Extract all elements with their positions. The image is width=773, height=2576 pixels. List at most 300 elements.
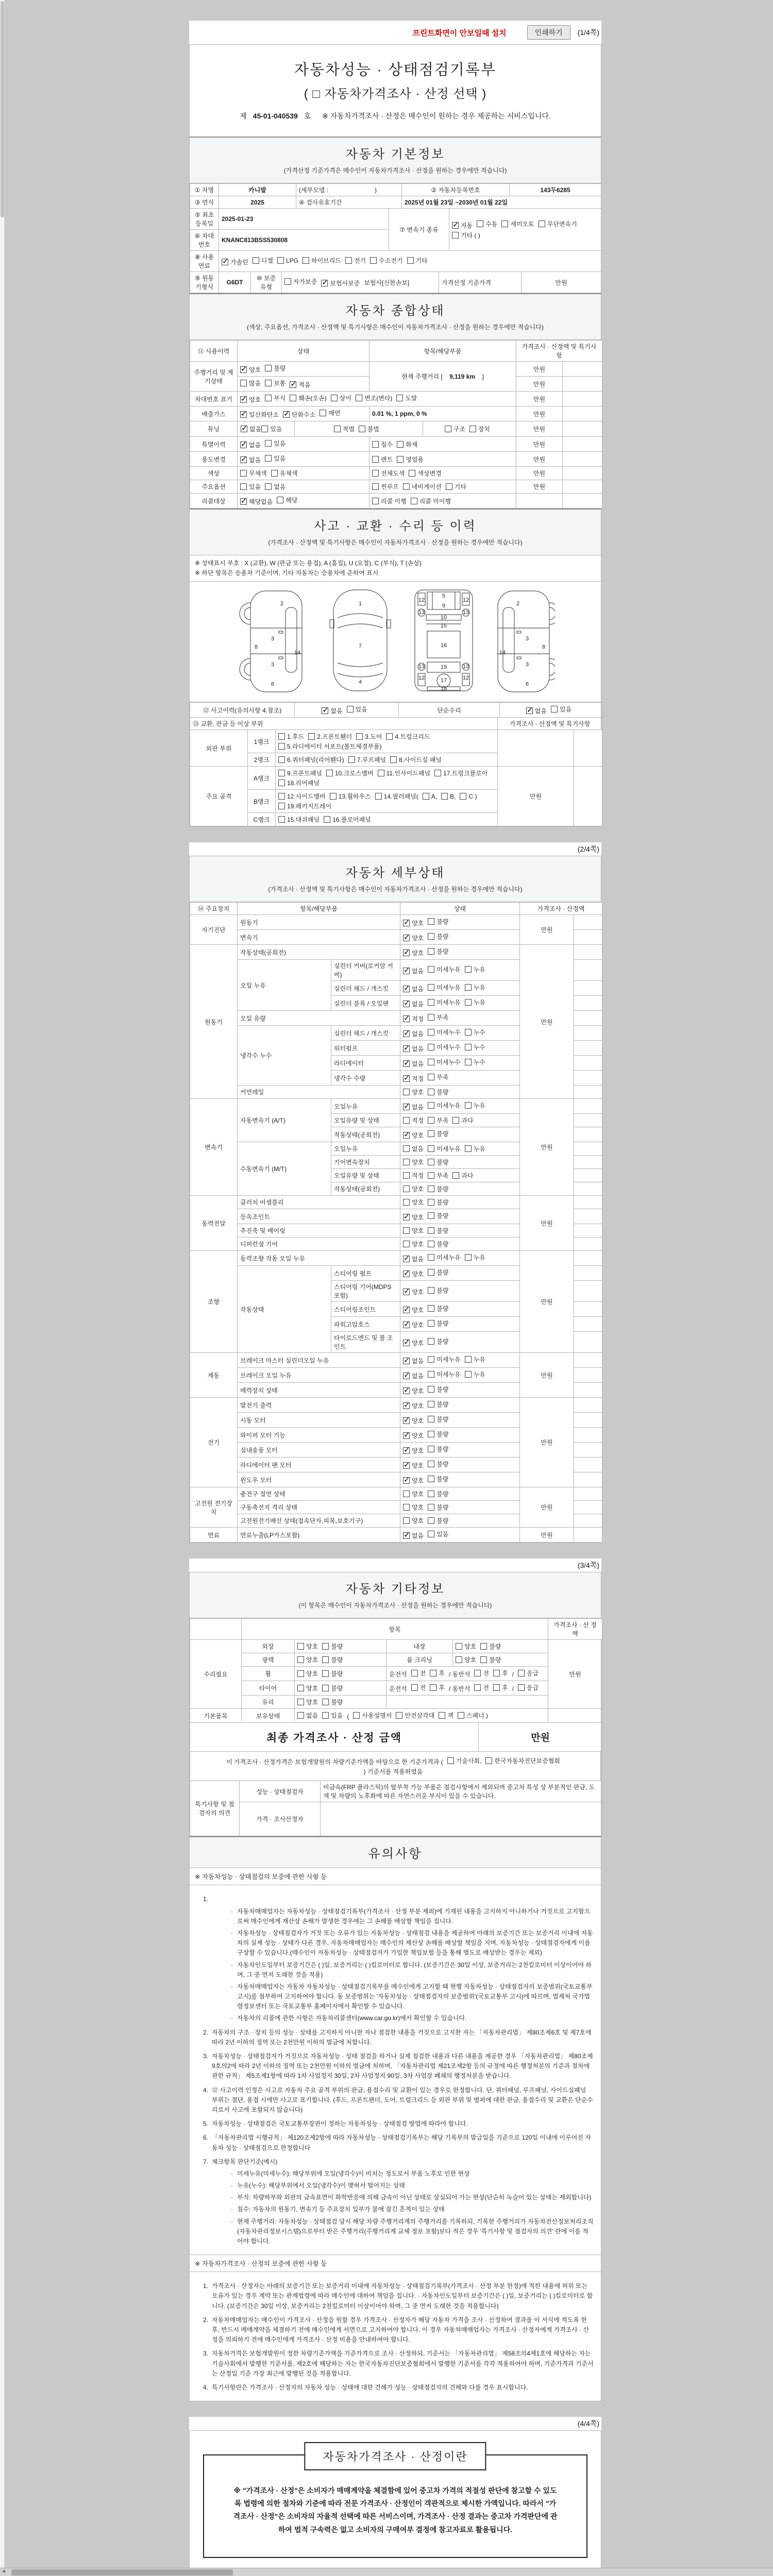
checkbox-icon[interactable]: [278, 803, 285, 809]
checkbox-icon[interactable]: [441, 793, 448, 800]
checkbox-icon[interactable]: [322, 1656, 329, 1663]
checkbox-icon[interactable]: [477, 221, 483, 227]
checkbox-icon[interactable]: [403, 1117, 410, 1124]
checkbox-option[interactable]: [297, 1711, 318, 1720]
checkbox-option[interactable]: [353, 1711, 392, 1720]
checkbox-option[interactable]: [403, 1269, 424, 1278]
checkbox-option[interactable]: [265, 439, 285, 448]
checkbox-option[interactable]: [428, 947, 448, 956]
checkbox-option[interactable]: [372, 440, 393, 449]
checkbox-option[interactable]: [240, 395, 261, 404]
checkbox-icon[interactable]: ✓: [241, 455, 247, 464]
checkbox-icon[interactable]: [396, 395, 403, 401]
checkbox-option[interactable]: [331, 394, 351, 402]
checkbox-icon[interactable]: [465, 1371, 472, 1378]
checkbox-option[interactable]: [347, 705, 367, 714]
checkbox-icon[interactable]: [409, 470, 415, 477]
checkbox-option[interactable]: [428, 998, 460, 1007]
checkbox-option[interactable]: [322, 1711, 343, 1720]
checkbox-option[interactable]: [460, 793, 477, 800]
checkbox-option[interactable]: [458, 1711, 488, 1720]
checkbox-option[interactable]: [403, 934, 424, 942]
checkbox-icon[interactable]: [428, 1338, 434, 1345]
print-button[interactable]: 인쇄하기: [527, 25, 570, 40]
checkbox-option[interactable]: [297, 1698, 318, 1706]
checkbox-option[interactable]: [386, 732, 430, 741]
checkbox-icon[interactable]: [423, 793, 429, 800]
checkbox-option[interactable]: [359, 425, 379, 433]
checkbox-option[interactable]: [465, 1253, 485, 1262]
checkbox-option[interactable]: [428, 1489, 448, 1498]
checkbox-icon[interactable]: [518, 1670, 525, 1676]
checkbox-option[interactable]: [434, 769, 488, 777]
checkbox-icon[interactable]: [428, 918, 434, 925]
checkbox-icon[interactable]: ✓: [404, 1305, 410, 1314]
checkbox-option[interactable]: [428, 965, 460, 974]
checkbox-option[interactable]: [428, 1319, 448, 1328]
checkbox-option[interactable]: [428, 1184, 448, 1193]
checkbox-icon[interactable]: ✓: [526, 706, 533, 715]
checkbox-icon[interactable]: [372, 456, 379, 463]
checkbox-option[interactable]: [428, 1430, 448, 1438]
checkbox-option[interactable]: [447, 1756, 482, 1765]
checkbox-option[interactable]: [428, 1116, 448, 1125]
checkbox-icon[interactable]: [465, 1029, 472, 1036]
checkbox-icon[interactable]: [278, 756, 285, 763]
checkbox-option[interactable]: [428, 1211, 448, 1220]
checkbox-icon[interactable]: [403, 1159, 410, 1165]
checkbox-option[interactable]: [241, 425, 261, 433]
checkbox-option[interactable]: [428, 1043, 460, 1052]
checkbox-option[interactable]: [446, 482, 466, 491]
checkbox-icon[interactable]: [386, 733, 393, 740]
checkbox-icon[interactable]: [428, 1476, 434, 1482]
checkbox-icon[interactable]: [469, 426, 476, 432]
checkbox-icon[interactable]: [428, 1089, 434, 1095]
checkbox-option[interactable]: [474, 1683, 489, 1692]
checkbox-option[interactable]: [411, 497, 451, 505]
checkbox-option[interactable]: [403, 1116, 424, 1125]
checkbox-option[interactable]: [409, 469, 441, 478]
checkbox-option[interactable]: [372, 482, 399, 491]
checkbox-option[interactable]: [518, 1683, 539, 1692]
checkbox-icon[interactable]: ✓: [404, 1446, 410, 1455]
checkbox-option[interactable]: [428, 1088, 448, 1096]
checkbox-option[interactable]: [278, 815, 320, 824]
checkbox-icon[interactable]: [428, 1241, 434, 1247]
checkbox-icon[interactable]: [493, 1670, 500, 1676]
checkbox-option[interactable]: [452, 1116, 473, 1125]
checkbox-option[interactable]: [428, 1158, 448, 1166]
checkbox-icon[interactable]: ✓: [404, 918, 410, 927]
checkbox-icon[interactable]: ✓: [404, 1029, 410, 1038]
checkbox-icon[interactable]: [518, 1684, 525, 1691]
checkbox-option[interactable]: [284, 277, 317, 286]
checkbox-icon[interactable]: [284, 278, 291, 285]
checkbox-option[interactable]: [278, 792, 326, 801]
checkbox-icon[interactable]: [428, 1199, 434, 1206]
checkbox-option[interactable]: [277, 496, 297, 504]
checkbox-option[interactable]: [240, 469, 267, 478]
checkbox-icon[interactable]: [378, 770, 384, 776]
checkbox-option[interactable]: [324, 815, 371, 824]
checkbox-icon[interactable]: [375, 793, 382, 800]
checkbox-icon[interactable]: [458, 1712, 464, 1719]
checkbox-option[interactable]: [390, 755, 442, 764]
checkbox-icon[interactable]: [447, 1757, 454, 1764]
checkbox-icon[interactable]: ✓: [404, 1338, 410, 1347]
checkbox-icon[interactable]: [297, 1670, 304, 1677]
checkbox-icon[interactable]: [278, 770, 285, 776]
checkbox-icon[interactable]: [452, 1172, 459, 1179]
checkbox-icon[interactable]: ✓: [404, 966, 410, 975]
checkbox-icon[interactable]: [456, 1656, 462, 1663]
checkbox-option[interactable]: [428, 1516, 448, 1525]
checkbox-icon[interactable]: [480, 1656, 487, 1663]
checkbox-option[interactable]: [428, 1400, 448, 1409]
checkbox-option[interactable]: [518, 1669, 539, 1677]
checkbox-option[interactable]: [403, 1014, 424, 1023]
checkbox-option[interactable]: [265, 454, 285, 463]
checkbox-option[interactable]: [283, 410, 315, 419]
checkbox-option[interactable]: [428, 1530, 448, 1538]
checkbox-option[interactable]: [278, 755, 344, 764]
checkbox-icon[interactable]: [356, 733, 363, 740]
checkbox-option[interactable]: [428, 1240, 448, 1248]
checkbox-icon[interactable]: [330, 793, 337, 800]
checkbox-icon[interactable]: [439, 1712, 445, 1719]
checkbox-icon[interactable]: [411, 1670, 418, 1676]
checkbox-option[interactable]: [403, 1531, 424, 1540]
checkbox-icon[interactable]: [390, 756, 397, 763]
checkbox-option[interactable]: [372, 455, 393, 464]
checkbox-option[interactable]: [403, 482, 442, 491]
checkbox-icon[interactable]: [403, 1185, 410, 1192]
checkbox-icon[interactable]: ✓: [404, 933, 410, 942]
checkbox-option[interactable]: [465, 1058, 485, 1066]
checkbox-icon[interactable]: [370, 257, 377, 264]
checkbox-option[interactable]: [372, 497, 407, 505]
checkbox-icon[interactable]: ✓: [404, 1212, 410, 1222]
checkbox-option[interactable]: [403, 1059, 424, 1068]
checkbox-icon[interactable]: ✓: [241, 410, 247, 418]
checkbox-icon[interactable]: [359, 426, 365, 432]
checkbox-icon[interactable]: [347, 706, 354, 713]
checkbox-icon[interactable]: [428, 1356, 434, 1363]
checkbox-icon[interactable]: [278, 733, 285, 740]
checkbox-icon[interactable]: [485, 1757, 492, 1764]
checkbox-icon[interactable]: [265, 440, 272, 447]
checkbox-icon[interactable]: [428, 1269, 434, 1276]
checkbox-icon[interactable]: [322, 1699, 329, 1705]
checkbox-icon[interactable]: [308, 733, 315, 740]
checkbox-option[interactable]: [403, 948, 424, 957]
checkbox-option[interactable]: [411, 1683, 426, 1692]
checkbox-icon[interactable]: [372, 483, 379, 490]
checkbox-option[interactable]: [345, 256, 366, 265]
checkbox-option[interactable]: [403, 1371, 424, 1380]
checkbox-option[interactable]: [330, 792, 371, 801]
checkbox-option[interactable]: [375, 792, 418, 801]
checkbox-icon[interactable]: [428, 1401, 434, 1408]
checkbox-icon[interactable]: ✓: [404, 1531, 410, 1540]
checkbox-option[interactable]: [465, 1028, 485, 1037]
checkbox-option[interactable]: [465, 1144, 485, 1153]
checkbox-option[interactable]: [428, 1129, 448, 1138]
checkbox-option[interactable]: [403, 1226, 424, 1235]
checkbox-option[interactable]: [297, 1642, 318, 1651]
checkbox-icon[interactable]: [240, 483, 247, 490]
checkbox-option[interactable]: [428, 1073, 448, 1081]
checkbox-option[interactable]: [397, 440, 417, 449]
checkbox-icon[interactable]: [278, 743, 285, 750]
checkbox-icon[interactable]: [428, 1446, 434, 1452]
checkbox-icon[interactable]: [428, 948, 434, 955]
checkbox-option[interactable]: [278, 769, 322, 777]
checkbox-icon[interactable]: [434, 770, 441, 776]
checkbox-option[interactable]: [403, 1431, 424, 1440]
checkbox-option[interactable]: [477, 219, 497, 228]
horizontal-scrollbar-thumb[interactable]: [11, 2569, 233, 2575]
checkbox-option[interactable]: [322, 1698, 343, 1706]
checkbox-icon[interactable]: ✓: [404, 1287, 410, 1296]
checkbox-icon[interactable]: [277, 497, 283, 503]
checkbox-icon[interactable]: [428, 1212, 434, 1219]
checkbox-icon[interactable]: [403, 1145, 410, 1152]
checkbox-option[interactable]: [253, 256, 273, 265]
checkbox-icon[interactable]: ✓: [404, 1431, 410, 1440]
checkbox-icon[interactable]: [261, 426, 268, 432]
checkbox-option[interactable]: [403, 1416, 424, 1425]
checkbox-option[interactable]: [396, 1711, 434, 1720]
checkbox-option[interactable]: [403, 1240, 424, 1248]
checkbox-option[interactable]: [278, 732, 304, 741]
checkbox-icon[interactable]: [428, 1185, 434, 1192]
checkbox-option[interactable]: [465, 1355, 485, 1364]
checkbox-icon[interactable]: ✓: [404, 1401, 410, 1410]
checkbox-icon[interactable]: [428, 1490, 434, 1497]
checkbox-icon[interactable]: [428, 1461, 434, 1467]
checkbox-icon[interactable]: [452, 1117, 459, 1124]
checkbox-icon[interactable]: [397, 456, 404, 463]
checkbox-option[interactable]: [240, 482, 261, 491]
checkbox-option[interactable]: [403, 1198, 424, 1207]
checkbox-option[interactable]: [403, 1184, 424, 1193]
checkbox-icon[interactable]: [452, 232, 459, 239]
checkbox-option[interactable]: [321, 279, 360, 287]
checkbox-option[interactable]: [403, 1103, 424, 1111]
checkbox-option[interactable]: [356, 732, 382, 741]
checkbox-icon[interactable]: [428, 1014, 434, 1021]
checkbox-icon[interactable]: [345, 257, 352, 264]
checkbox-icon[interactable]: [465, 1145, 472, 1152]
checkbox-icon[interactable]: [322, 1643, 329, 1650]
checkbox-icon[interactable]: [428, 1287, 434, 1294]
checkbox-option[interactable]: [403, 1158, 424, 1166]
checkbox-icon[interactable]: [428, 933, 434, 940]
checkbox-option[interactable]: [428, 1337, 448, 1346]
checkbox-icon[interactable]: [456, 1643, 462, 1650]
checkbox-icon[interactable]: [403, 1227, 410, 1234]
checkbox-option[interactable]: [322, 1684, 343, 1692]
checkbox-icon[interactable]: [465, 966, 472, 973]
checkbox-icon[interactable]: [331, 395, 338, 401]
checkbox-option[interactable]: [428, 1198, 448, 1207]
checkbox-option[interactable]: [428, 1058, 460, 1066]
checkbox-option[interactable]: [240, 440, 261, 449]
checkbox-icon[interactable]: [322, 1670, 329, 1677]
checkbox-icon[interactable]: [428, 1102, 434, 1109]
checkbox-icon[interactable]: ✓: [404, 1461, 410, 1470]
checkbox-icon[interactable]: ✓: [404, 1476, 410, 1485]
checkbox-option[interactable]: [403, 919, 424, 927]
checkbox-option[interactable]: [356, 394, 392, 402]
checkbox-option[interactable]: [428, 1253, 460, 1262]
checkbox-option[interactable]: [403, 1306, 424, 1314]
checkbox-icon[interactable]: [428, 1431, 434, 1437]
checkbox-icon[interactable]: [403, 1089, 410, 1095]
scroll-left-arrow-icon[interactable]: ◄: [1, 2569, 6, 2574]
checkbox-icon[interactable]: [403, 1504, 410, 1511]
checkbox-option[interactable]: [428, 1171, 448, 1180]
checkbox-option[interactable]: [271, 469, 298, 478]
checkbox-icon[interactable]: [428, 1145, 434, 1152]
checkbox-icon[interactable]: [430, 1670, 436, 1676]
checkbox-icon[interactable]: [445, 426, 451, 432]
checkbox-option[interactable]: [526, 706, 547, 715]
checkbox-icon[interactable]: [428, 999, 434, 1006]
checkbox-icon[interactable]: [407, 257, 414, 264]
checkbox-icon[interactable]: ✓: [322, 706, 329, 715]
checkbox-icon[interactable]: ✓: [452, 221, 459, 229]
checkbox-icon[interactable]: ✓: [404, 1074, 410, 1083]
checkbox-icon[interactable]: ✓: [404, 1320, 410, 1329]
checkbox-option[interactable]: [407, 256, 428, 265]
checkbox-icon[interactable]: [428, 1531, 434, 1537]
checkbox-icon[interactable]: ✓: [222, 257, 229, 266]
checkbox-icon[interactable]: [278, 793, 285, 800]
checkbox-option[interactable]: [403, 1476, 424, 1485]
checkbox-icon[interactable]: ✓: [404, 1416, 410, 1425]
checkbox-icon[interactable]: [265, 455, 272, 462]
checkbox-option[interactable]: [439, 1711, 453, 1720]
checkbox-icon[interactable]: ✓: [404, 1254, 410, 1263]
checkbox-option[interactable]: [403, 1489, 424, 1498]
checkbox-option[interactable]: [480, 1642, 501, 1651]
checkbox-icon[interactable]: [326, 770, 333, 776]
checkbox-icon[interactable]: [428, 984, 434, 991]
checkbox-option[interactable]: [265, 379, 285, 387]
checkbox-option[interactable]: [403, 1131, 424, 1140]
checkbox-icon[interactable]: [265, 365, 272, 371]
checkbox-option[interactable]: [445, 425, 465, 433]
checkbox-icon[interactable]: [403, 1517, 410, 1524]
checkbox-option[interactable]: [372, 469, 405, 478]
checkbox-option[interactable]: [452, 221, 473, 230]
checkbox-icon[interactable]: ✓: [241, 440, 247, 449]
checkbox-option[interactable]: [428, 1028, 460, 1037]
checkbox-icon[interactable]: [278, 816, 285, 823]
checkbox-icon[interactable]: [348, 756, 355, 763]
checkbox-option[interactable]: [428, 1268, 448, 1277]
checkbox-icon[interactable]: [297, 1699, 304, 1705]
checkbox-option[interactable]: [428, 1101, 460, 1110]
checkbox-icon[interactable]: [465, 1356, 472, 1363]
checkbox-option[interactable]: [403, 1320, 424, 1329]
checkbox-icon[interactable]: ✓: [404, 1059, 410, 1068]
checkbox-option[interactable]: [465, 965, 485, 974]
checkbox-option[interactable]: [403, 1401, 424, 1410]
checkbox-option[interactable]: [428, 1144, 460, 1153]
checkbox-icon[interactable]: ✓: [283, 410, 290, 418]
checkbox-option[interactable]: [551, 705, 572, 714]
checkbox-icon[interactable]: [297, 1712, 304, 1719]
horizontal-scrollbar[interactable]: [0, 2568, 773, 2576]
checkbox-icon[interactable]: ✓: [404, 1371, 410, 1380]
checkbox-option[interactable]: [290, 394, 326, 402]
checkbox-option[interactable]: [403, 967, 424, 975]
checkbox-icon[interactable]: ✓: [404, 948, 410, 957]
checkbox-icon[interactable]: [397, 441, 404, 448]
checkbox-option[interactable]: [428, 1226, 448, 1235]
checkbox-icon[interactable]: [428, 1117, 434, 1124]
checkbox-icon[interactable]: [480, 1643, 487, 1650]
checkbox-icon[interactable]: [372, 470, 379, 477]
checkbox-icon[interactable]: [240, 470, 247, 477]
checkbox-option[interactable]: [348, 755, 386, 764]
checkbox-icon[interactable]: [465, 1059, 472, 1065]
checkbox-icon[interactable]: [465, 1102, 472, 1109]
vertical-scrollbar[interactable]: [0, 0, 5, 2576]
checkbox-icon[interactable]: [353, 1712, 360, 1719]
checkbox-icon[interactable]: [551, 706, 558, 713]
checkbox-option[interactable]: [493, 1683, 508, 1692]
checkbox-option[interactable]: [297, 1655, 318, 1664]
checkbox-icon[interactable]: [428, 1227, 434, 1234]
checkbox-option[interactable]: [465, 1370, 485, 1379]
checkbox-icon[interactable]: [465, 1044, 472, 1050]
checkbox-icon[interactable]: [320, 410, 326, 416]
checkbox-icon[interactable]: [428, 1517, 434, 1524]
checkbox-icon[interactable]: [265, 395, 272, 401]
checkbox-option[interactable]: [465, 983, 485, 992]
checkbox-icon[interactable]: [460, 793, 466, 800]
checkbox-icon[interactable]: [403, 1172, 410, 1179]
checkbox-icon[interactable]: [474, 1670, 481, 1676]
checkbox-option[interactable]: [403, 985, 424, 993]
checkbox-option[interactable]: [465, 1043, 485, 1052]
checkbox-option[interactable]: [240, 410, 279, 419]
checkbox-option[interactable]: [320, 409, 340, 417]
checkbox-option[interactable]: [397, 455, 424, 464]
checkbox-icon[interactable]: [428, 1371, 434, 1378]
checkbox-icon[interactable]: [411, 498, 417, 504]
checkbox-icon[interactable]: [403, 483, 410, 490]
checkbox-icon[interactable]: ✓: [404, 1044, 410, 1053]
checkbox-icon[interactable]: [465, 999, 472, 1006]
checkbox-icon[interactable]: ✓: [404, 1356, 410, 1365]
checkbox-icon[interactable]: [428, 1029, 434, 1036]
checkbox-icon[interactable]: [356, 395, 362, 401]
checkbox-icon[interactable]: [474, 1684, 481, 1691]
checkbox-icon[interactable]: [290, 395, 296, 401]
checkbox-option[interactable]: [428, 1460, 448, 1468]
checkbox-option[interactable]: [403, 1287, 424, 1296]
checkbox-icon[interactable]: [493, 1684, 500, 1691]
checkbox-icon[interactable]: [428, 966, 434, 973]
checkbox-icon[interactable]: ✓: [404, 1269, 410, 1278]
checkbox-icon[interactable]: [465, 984, 472, 991]
